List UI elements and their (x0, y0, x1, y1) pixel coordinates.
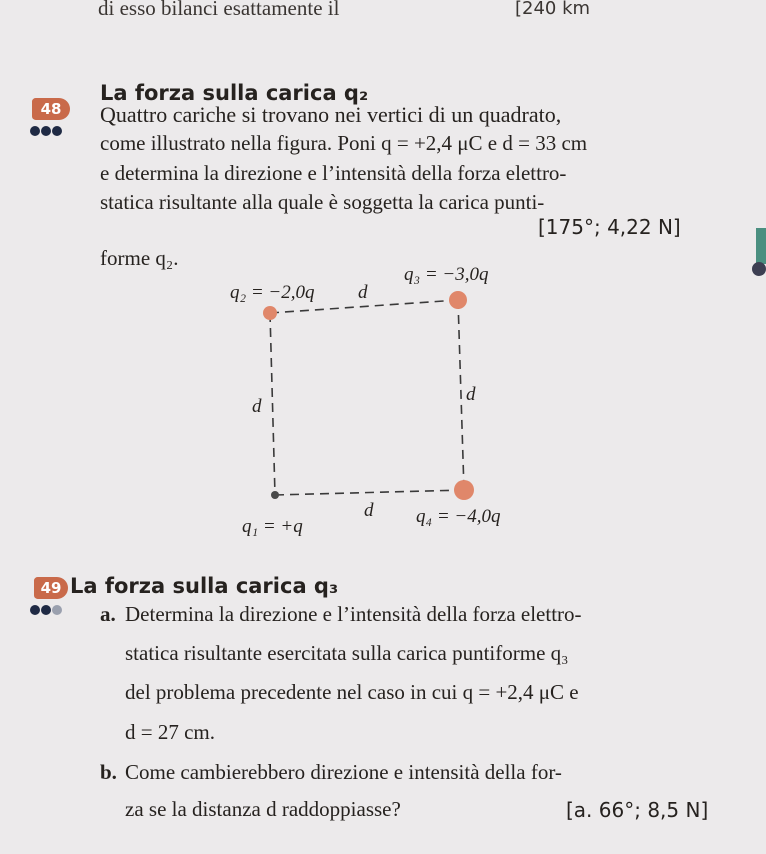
right-side-label: d (466, 384, 476, 405)
part-a-line-4: d = 27 cm. (125, 720, 215, 744)
problem-48-line-5: forme q₂. (100, 246, 179, 270)
problem-48-line-2: come illustrato nella figura. Poni q = +2,4 μC e d = 33 cm (100, 131, 588, 155)
charge-q2 (263, 306, 277, 320)
problem-49-answer: [a. 66°; 8,5 N] (566, 798, 709, 822)
top-edge (270, 300, 458, 313)
charge-q4 (454, 480, 474, 500)
q1-label: q₁ = +q (242, 516, 303, 537)
bottom-side-label: d (364, 500, 374, 521)
q3-label: q₃ = −3,0q (404, 264, 489, 285)
problem-48-line-4: statica risultante alla quale è soggetta la carica punti- (100, 190, 545, 214)
part-a-line-1: Determina la direzione e l’intensità della forza elettro- (125, 602, 582, 626)
right-edge (458, 300, 464, 490)
problem-49-title: La forza sulla carica q₃ (70, 574, 339, 598)
difficulty-dots-49 (30, 600, 63, 619)
problem-48-answer: [175°; 4,22 N] (538, 215, 681, 239)
problem-48-title: La forza sulla carica q₂ (100, 81, 369, 105)
q4-label: q₄ = −4,0q (416, 506, 501, 527)
problem-48-line-1: Quattro cariche si trovano nei vertici di un quadrato, (100, 102, 562, 127)
problem-48-line-3: e determina la direzione e l’intensità della forza elettro- (100, 161, 567, 185)
part-a-line-2: statica risultante esercitata sulla carica puntiforme q₃ (125, 641, 569, 665)
part-a-letter: a. (100, 602, 116, 626)
bottom-edge (275, 490, 464, 495)
part-a-line-3: del problema precedente nel caso in cui q = +2,4 μC e (125, 680, 579, 704)
top-side-label: d (358, 282, 368, 303)
left-edge (270, 313, 275, 495)
part-b-line-2: za se la distanza d raddoppiasse? (125, 797, 401, 821)
charge-q3 (449, 291, 467, 309)
problem-48-badge: 48 (32, 98, 70, 120)
top-fragment-answer: [240 km (515, 0, 591, 19)
problem-49-badge: 49 (34, 577, 68, 599)
part-b-letter: b. (100, 760, 117, 784)
q2-label: q₂ = −2,0q (230, 282, 315, 303)
left-side-label: d (252, 396, 262, 417)
top-fragment-text: di esso bilanci esattamente il (98, 0, 340, 20)
part-b-line-1: Come cambierebbero direzione e intensità della for- (125, 760, 562, 784)
charge-q1 (271, 491, 279, 499)
